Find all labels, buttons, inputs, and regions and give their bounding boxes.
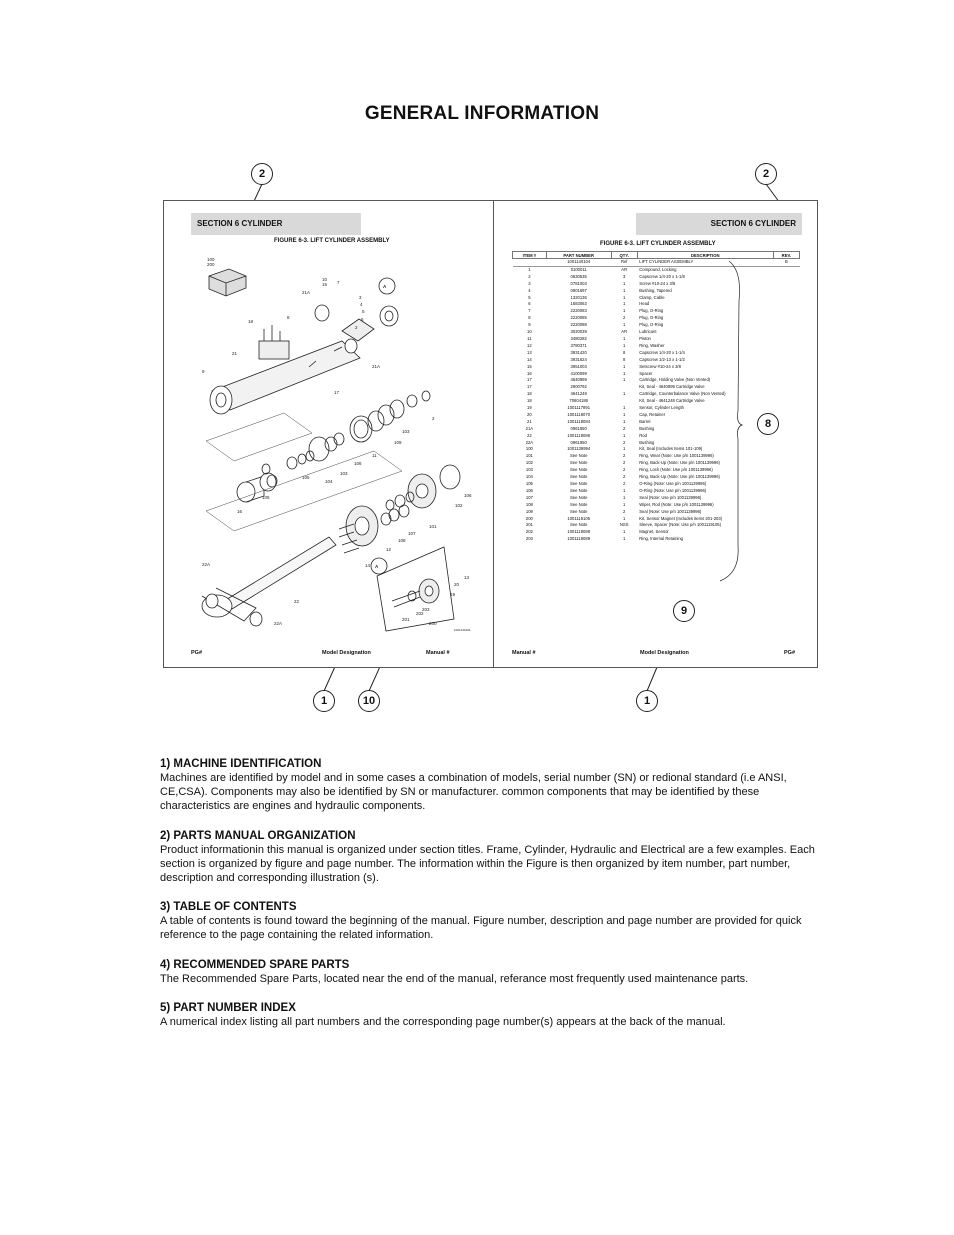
section-body: Machines are identified by model and in some cases a combination of models, serial number (SN) or redional standard (i.e ANSI, CE,CSA). Components may also be identified by SN or manufacturer. common components that may be identified by these characteristics are engines and hydraulic components. <box>160 772 787 813</box>
item-cell: 3 <box>528 280 531 286</box>
description-cell: Bushing <box>639 439 655 445</box>
description-cell: O-Ring (Note: Use p/n 1001139996) <box>639 487 707 493</box>
svg-text:200: 200 <box>207 262 215 267</box>
description-cell: Seal (Note: Use p/n 1001139996) <box>639 508 702 514</box>
description-cell: Screw #10-24 x 3/8 <box>639 280 676 286</box>
svg-text:5: 5 <box>362 309 365 314</box>
part-number-cell: 2220085 <box>570 315 587 321</box>
svg-text:8: 8 <box>287 315 290 320</box>
section-body: A numerical index listing all part numbers and the corresponding page number(s) appears at the back of the manual. <box>160 1015 726 1028</box>
item-cell: 22 <box>527 432 532 438</box>
item-cell: 17 <box>527 384 532 390</box>
item-cell: 101 <box>525 453 533 459</box>
part-number-cell: 0630535 <box>570 273 587 279</box>
description-cell: Magnet, Sensor <box>639 529 669 535</box>
item-cell: 109 <box>525 508 533 514</box>
part-number-cell: 1001117891 <box>567 405 591 411</box>
description-cell: Capscrew 1/4-20 x 1-1/4 <box>639 349 685 355</box>
qty-cell: 2 <box>623 453 626 459</box>
item-cell: 19 <box>527 405 532 411</box>
item-cell: 100 <box>525 446 533 452</box>
description-cell: Sensor, Cylinder Length <box>639 405 684 411</box>
item-cell: 8 <box>528 315 531 321</box>
description-cell: Cartridge, Holding Valve (Non Vented) <box>639 377 711 383</box>
description-cell: Barrel <box>639 418 651 424</box>
svg-text:A: A <box>375 564 379 569</box>
item-cell: 16 <box>527 370 532 376</box>
svg-text:19: 19 <box>450 592 456 597</box>
item-cell: 106 <box>525 487 533 493</box>
svg-text:105: 105 <box>262 495 270 500</box>
part-number-cell: 3020039 <box>570 329 587 335</box>
svg-text:14: 14 <box>365 563 371 568</box>
footer-pg-left: PG# <box>191 650 203 656</box>
item-cell: 108 <box>525 501 533 507</box>
part-number-cell: 4640999 <box>570 377 587 383</box>
qty-cell: 1 <box>623 405 626 411</box>
section-heading: 3) TABLE OF CONTENTS <box>160 901 297 914</box>
qty-cell: 1 <box>623 432 626 438</box>
qty-cell: 1 <box>623 418 626 424</box>
item-cell: 6 <box>528 301 531 307</box>
item-cell: 104 <box>525 474 533 480</box>
description-cell: Kit, Seal (Includes Items 101-109) <box>639 446 703 452</box>
callout-1-right: 1 <box>636 690 658 712</box>
svg-text:6: 6 <box>361 317 364 322</box>
part-number-cell: 1001118086 <box>567 432 591 438</box>
part-number-cell: See Note <box>569 508 588 514</box>
part-number-cell: See Note <box>569 481 588 486</box>
qty-cell: 2 <box>623 460 626 466</box>
part-number-cell: 1001118089 <box>567 536 591 542</box>
svg-text:1001140104: 1001140104 <box>454 628 471 632</box>
svg-text:107: 107 <box>408 531 416 536</box>
description-cell: O-Ring (Note: Use p/n 1001139996) <box>639 481 707 486</box>
qty-cell: 1 <box>623 301 626 307</box>
section-machine-identification <box>160 757 830 814</box>
svg-text:21: 21 <box>232 351 238 356</box>
svg-text:7: 7 <box>337 280 340 285</box>
qty-cell: AR <box>621 266 628 272</box>
section-heading: 5) PART NUMBER INDEX <box>160 1001 296 1014</box>
description-cell: Clamp, Cable <box>639 294 665 300</box>
col-rev: REV. <box>773 252 799 259</box>
qty-cell: 1 <box>623 335 626 341</box>
callout-9: 9 <box>673 600 695 622</box>
part-number-cell: See Note <box>569 501 588 507</box>
item-cell: 18 <box>527 391 532 397</box>
rev-cell: B <box>773 259 799 267</box>
callout-2-right: 2 <box>755 163 777 185</box>
part-number-cell: 2900792 <box>570 384 587 390</box>
qty-cell: 2 <box>623 481 626 486</box>
section-parts-manual-organization <box>160 829 830 886</box>
callout-8: 8 <box>757 413 779 435</box>
part-number-cell: 1001118088 <box>567 529 591 535</box>
description-cell: Plug, O-Ring <box>639 315 664 321</box>
qty-cell: 1 <box>623 536 626 542</box>
item-cell: 17 <box>527 377 532 383</box>
item-cell: 102 <box>525 460 533 466</box>
qty-cell: 1 <box>623 494 626 500</box>
svg-text:20: 20 <box>454 582 460 587</box>
callout-1-left: 1 <box>313 690 335 712</box>
description-cell: Ring, Lock (Note: Use p/n 1001139996) <box>639 467 713 473</box>
part-number-cell: 3480282 <box>570 335 587 341</box>
item-cell: 5 <box>528 294 531 300</box>
description-cell: Cap, Retainer <box>639 411 666 417</box>
part-number-cell: See Note <box>569 487 588 493</box>
qty-cell: 1 <box>623 294 626 300</box>
item-cell: 18 <box>527 398 532 404</box>
section-header-right: SECTION 6 CYLINDER <box>636 213 802 235</box>
item-cell: 10 <box>527 329 532 335</box>
svg-text:2: 2 <box>432 416 435 421</box>
svg-text:15: 15 <box>322 282 328 287</box>
part-number-cell: See Note <box>569 453 588 459</box>
footer-model-left: Model Designation <box>322 650 371 656</box>
col-part-number: PART NUMBER <box>546 252 611 259</box>
qty-cell: 2 <box>623 425 626 431</box>
part-number-cell: 0100011 <box>570 266 587 272</box>
svg-text:109: 109 <box>394 440 402 445</box>
part-number-cell: 1001118084 <box>567 418 591 424</box>
svg-text:10: 10 <box>322 277 328 282</box>
qty-cell: AR <box>621 329 628 335</box>
svg-text:21A: 21A <box>302 290 311 295</box>
page-title: GENERAL INFORMATION <box>364 103 600 124</box>
item-cell: 15 <box>527 363 532 369</box>
svg-text:103: 103 <box>340 471 348 476</box>
section-heading: 4) RECOMMENDED SPARE PARTS <box>160 958 350 971</box>
part-number-cell: 0781003 <box>570 280 587 286</box>
part-number-cell: 3931420 <box>570 349 587 355</box>
description-cell: Ring, Wear (Note: Use p/n 1001139996) <box>639 453 714 459</box>
part-number-cell: See Note <box>569 474 588 480</box>
description-cell: Bushing, Tapered <box>639 287 672 293</box>
callout-2-left: 2 <box>251 163 273 185</box>
description-cell: Cartridge, Counterbalance Valve (Non Vented) <box>639 391 726 397</box>
part-number-cell: 3931624 <box>570 356 587 362</box>
section-body: Product informationin this manual is organized under section titles. Frame, Cylinder, Hydraulic and Electrical are a few examples. Each section is organized by figure and page number. The information within the Figure is then organized by item number, part number, description and corresponding illustration (s). <box>160 843 815 885</box>
svg-text:102: 102 <box>455 503 463 508</box>
description-cell: Plug, O-Ring <box>639 308 664 314</box>
qty-cell: 1 <box>623 342 626 348</box>
description-cell: Seal (Note: Use p/n 1001139996) <box>639 494 702 500</box>
qty-cell: 1 <box>623 529 626 535</box>
footer-model-right: Model Designation <box>640 650 689 656</box>
part-number-cell: 2220088 <box>570 322 587 328</box>
svg-text:17: 17 <box>334 390 340 395</box>
svg-text:A: A <box>383 284 387 289</box>
part-number-cell: 1320136 <box>570 294 587 300</box>
qty-cell: 1 <box>623 487 626 493</box>
svg-text:22A: 22A <box>274 621 283 626</box>
section-body: The Recommended Spare Parts, located near the end of the manual, referance most frequently used maintenance parts. <box>160 972 749 985</box>
description-cell: Spacer <box>639 370 653 376</box>
svg-text:22: 22 <box>294 599 300 604</box>
general-information-text <box>160 757 830 1044</box>
description-cell: Compound, Locking <box>639 266 677 272</box>
qty-cell: 1 <box>623 411 626 417</box>
section-recommended-spare-parts <box>160 958 830 986</box>
description-cell: Plug, O-Ring <box>639 322 664 328</box>
item-cell: 13 <box>527 349 532 355</box>
part-number-cell: 3780371 <box>570 342 587 348</box>
svg-text:100: 100 <box>207 257 215 262</box>
description-cell: Ring, Back-Up (Note: Use p/n 1001139996) <box>639 460 720 466</box>
svg-text:9: 9 <box>202 369 205 374</box>
item-cell: 7 <box>528 308 531 314</box>
section-part-number-index <box>160 1001 830 1029</box>
svg-text:21A: 21A <box>372 364 381 369</box>
part-number-cell: 3951003 <box>570 363 587 369</box>
svg-text:3: 3 <box>359 295 362 300</box>
qty-cell: 8 <box>623 349 626 355</box>
item-cell: 22A <box>525 439 534 445</box>
section-header-left: SECTION 6 CYLINDER <box>191 213 361 235</box>
part-number-cell: 4641248 <box>570 391 587 397</box>
part-number-cell: See Note <box>569 494 588 500</box>
svg-text:4: 4 <box>360 302 363 307</box>
description-cell: Head <box>639 301 650 307</box>
qty-cell: 1 <box>623 322 626 328</box>
qty-cell: 1 <box>623 446 626 452</box>
part-number-cell: 0961950 <box>570 439 587 445</box>
description-cell: Ring, Washer <box>639 342 665 348</box>
item-cell: 203 <box>525 536 533 542</box>
col-qty: QTY. <box>611 252 637 259</box>
part-number-cell: 0961950 <box>570 425 587 431</box>
callout-10-bottom: 10 <box>358 690 380 712</box>
item-cell: 21A <box>525 425 534 431</box>
qty-cell: 2 <box>623 315 626 321</box>
part-number-cell: 2220083 <box>570 308 587 314</box>
qty-cell: NSS <box>619 522 629 528</box>
left-page-sample <box>164 201 491 667</box>
col-item: ITEM # <box>513 252 547 259</box>
part-number-cell: 1001140104 <box>546 259 611 267</box>
item-cell: 20 <box>527 411 532 417</box>
item-cell: 202 <box>525 529 533 535</box>
svg-text:18: 18 <box>248 319 254 324</box>
item-cell: 11 <box>527 335 532 341</box>
part-number-cell: 1683063 <box>570 301 587 307</box>
item-cell: 21 <box>527 418 532 424</box>
item-cell: 9 <box>528 322 531 328</box>
svg-text:203: 203 <box>422 607 430 612</box>
svg-text:105: 105 <box>302 475 310 480</box>
qty-cell: 1 <box>623 377 626 383</box>
item-cell: 4 <box>528 287 531 293</box>
part-number-cell: 1001119105 <box>567 515 591 521</box>
description-cell: Wiper, Rod (Note: Use p/n 1001139996) <box>639 501 714 507</box>
figure-title-left: FIGURE 6-3. LIFT CYLINDER ASSEMBLY <box>274 238 390 244</box>
svg-text:13: 13 <box>464 575 470 580</box>
section-table-of-contents <box>160 900 830 942</box>
description-cell: Bushing <box>639 425 655 431</box>
qty-cell: 1 <box>623 308 626 314</box>
qty-cell: 8 <box>623 356 626 362</box>
qty-cell: 1 <box>623 501 626 507</box>
part-number-cell: See Note <box>569 522 588 528</box>
qty-cell: 2 <box>623 508 626 514</box>
qty-cell: 1 <box>623 391 626 397</box>
part-number-cell: 4100099 <box>570 370 587 376</box>
qty-cell: Ref <box>611 259 637 267</box>
section-heading: 2) PARTS MANUAL ORGANIZATION <box>160 829 356 842</box>
description-cell: Ring, Back-Up (Note: Use p/n 1001139996) <box>639 474 720 480</box>
svg-text:103: 103 <box>402 429 410 434</box>
section-heading: 1) MACHINE IDENTIFICATION <box>160 758 322 770</box>
qty-cell: 2 <box>623 474 626 480</box>
svg-text:104: 104 <box>325 479 333 484</box>
description-cell: Setscrew #10-24 x 3/8 <box>639 363 681 369</box>
item-cell: 105 <box>525 481 533 486</box>
description-cell: Capscrew 1/4-20 x 1-1/8 <box>639 273 685 279</box>
svg-text:106: 106 <box>354 461 362 466</box>
item-cell: 107 <box>525 494 533 500</box>
item-cell: 201 <box>525 522 533 528</box>
part-number-cell: See Note <box>569 467 588 473</box>
item-cell: 12 <box>527 342 532 348</box>
description-cell: Kit, Seal - 4641248 Cartridge Valve <box>639 398 705 404</box>
footer-pg-right: PG# <box>784 650 796 656</box>
svg-text:16: 16 <box>237 509 243 514</box>
qty-cell: 1 <box>623 287 626 293</box>
part-number-cell: 0901697 <box>570 287 587 293</box>
part-number-cell: 1001118070 <box>567 411 591 417</box>
svg-text:2: 2 <box>355 325 358 330</box>
item-cell: 200 <box>525 515 533 521</box>
svg-text:108: 108 <box>398 538 406 543</box>
lift-cylinder-exploded-diagram <box>164 201 491 667</box>
qty-cell: 3 <box>623 273 626 279</box>
svg-text:106: 106 <box>464 493 472 498</box>
part-number-cell: 70604186 <box>569 398 589 404</box>
description-cell: Kit, Sensor Magnet (Includes items 201-203) <box>639 515 723 521</box>
description-cell: Piston <box>639 335 651 341</box>
part-number-cell: See Note <box>569 460 588 466</box>
item-cell: 103 <box>525 467 533 473</box>
description-cell: LIFT CYLINDER ASSEMBLY <box>637 259 773 267</box>
svg-text:201: 201 <box>402 617 410 622</box>
svg-text:202: 202 <box>416 611 424 616</box>
description-cell: Lubricant <box>639 329 657 335</box>
svg-text:200: 200 <box>429 621 437 626</box>
description-cell: Ring, Internal Retaining <box>639 536 684 542</box>
item-cell: 2 <box>528 273 531 279</box>
svg-text:101: 101 <box>429 524 437 529</box>
svg-text:22A: 22A <box>202 562 211 567</box>
qty-cell: 1 <box>623 280 626 286</box>
qty-cell: 1 <box>623 515 626 521</box>
qty-cell: 1 <box>623 363 626 369</box>
item-cell: 14 <box>527 356 532 362</box>
description-cell: Capscrew 1/2-13 x 1-1/2 <box>639 356 685 362</box>
item-cell: 1 <box>528 266 531 272</box>
part-number-cell: 1001139994 <box>567 446 591 452</box>
description-cell: Kit, Seal - 4640999 Cartridge Valve <box>639 384 705 390</box>
qty-cell: 2 <box>623 439 626 445</box>
manual-page-spread <box>163 200 818 668</box>
col-description: DESCRIPTION <box>637 252 773 259</box>
footer-manual-right: Manual # <box>512 650 536 656</box>
footer-manual-left: Manual # <box>426 650 450 656</box>
qty-cell: 2 <box>623 467 626 473</box>
section-body: A table of contents is found toward the beginning of the manual. Figure number, description and page number are provided for quick reference to the page containing the related information. <box>160 915 802 942</box>
svg-text:11: 11 <box>372 453 377 458</box>
qty-cell: 1 <box>623 370 626 376</box>
svg-text:12: 12 <box>386 547 392 552</box>
description-cell: Rod <box>639 432 647 438</box>
description-cell: Sleeve, Spacer (Note: Use p/n 1001119105) <box>639 522 722 528</box>
figure-title-right: FIGURE 6-3. LIFT CYLINDER ASSEMBLY <box>600 241 716 247</box>
